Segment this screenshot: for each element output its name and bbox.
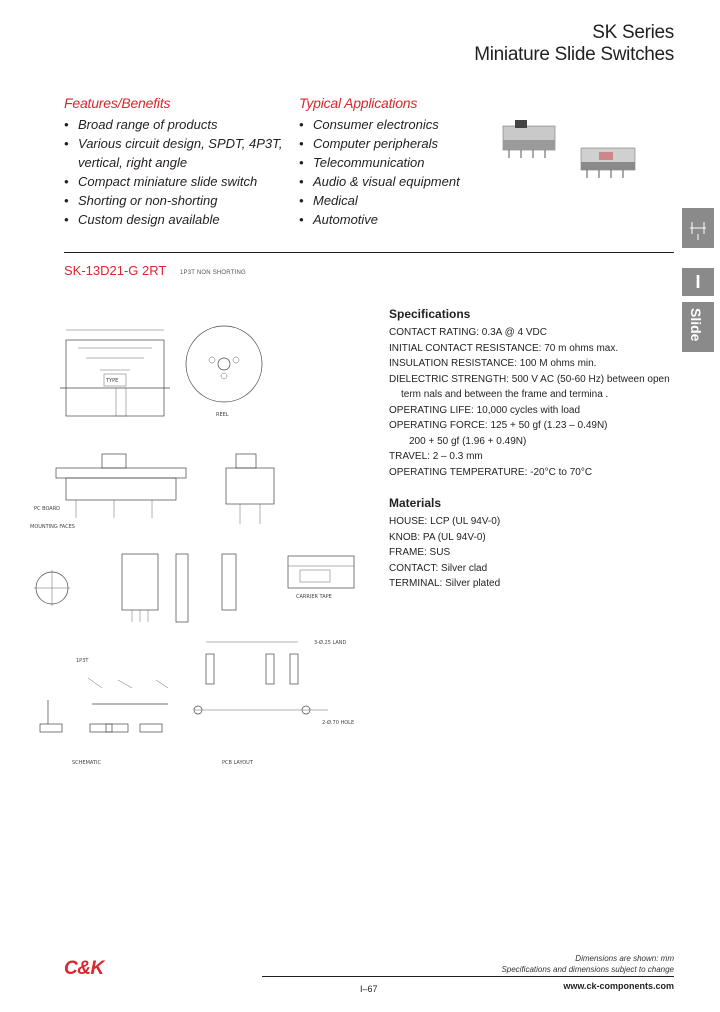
footprint-drawing — [34, 554, 236, 622]
ck-logo: C&K — [64, 958, 104, 979]
spec-line: CONTACT RATING: 0.3A @ 4 VDC — [389, 327, 547, 338]
section-label: Slide — [688, 308, 704, 342]
hole-label: 2-Ø.70 HOLE — [322, 720, 355, 726]
material-line: CONTACT: Silver clad — [389, 562, 488, 574]
list-item: vertical, right angle — [78, 155, 188, 170]
materials-list — [389, 514, 500, 592]
product-photo — [495, 118, 645, 188]
section-label-tab — [682, 302, 714, 352]
footer-divider — [262, 976, 674, 977]
type-label: TYPE — [106, 378, 119, 384]
spec-line: DIELECTRIC STRENGTH: 500 V AC (50-60 Hz) between open — [389, 373, 670, 385]
list-item: • Shorting or non-shorting — [64, 191, 283, 210]
spec-line: OPERATING FORCE: 125 + 50 gf (1.23 – 0.49N) — [389, 420, 608, 431]
list-item: • Telecommunication — [299, 153, 460, 172]
spec-line: INITIAL CONTACT RESISTANCE: 70 m ohms max. — [389, 342, 619, 354]
pcb-layout-drawing — [194, 639, 354, 766]
list-item: • Various circuit design, SPDT, 4P3T, — [64, 134, 283, 153]
switch-symbol-icon — [682, 208, 714, 248]
section-divider — [64, 252, 674, 253]
spec-line: OPERATING LIFE: 10,000 cycles with load — [389, 404, 581, 416]
specifications-title: Specifications — [389, 307, 471, 321]
list-item: • Custom design available — [64, 210, 283, 229]
side-view-drawing — [30, 454, 186, 530]
series-title: SK Series — [592, 22, 674, 43]
applications-list — [299, 115, 460, 229]
category-tab-icon — [682, 208, 714, 248]
footer-note-dimensions: Dimensions are shown: mm — [575, 954, 674, 963]
spec-line: OPERATING TEMPERATURE: -20°C to 70°C — [389, 466, 593, 478]
top-view-drawing — [60, 330, 170, 416]
end-view-drawing — [226, 454, 274, 524]
schematic-drawing — [40, 658, 168, 766]
reel-drawing — [186, 326, 262, 418]
list-item: • Computer peripherals — [299, 134, 460, 153]
page-subtitle: Miniature Slide Switches — [474, 44, 674, 65]
reel-label: REEL — [216, 412, 229, 418]
spec-line: 200 + 50 gf (1.96 + 0.49N) — [409, 435, 527, 447]
part-description: 1P3T NON SHORTING — [180, 270, 246, 276]
materials-title: Materials — [389, 496, 442, 510]
list-item: • Compact miniature slide switch — [64, 172, 283, 191]
material-line: HOUSE: LCP (UL 94V-0) — [389, 516, 501, 527]
applications-title: Typical Applications — [299, 95, 418, 111]
material-line: TERMINAL: Silver plated — [389, 578, 501, 589]
land-label: 3-Ø.25 LAND — [314, 640, 347, 646]
spec-line: TRAVEL: 2 – 0.3 mm — [389, 451, 483, 462]
features-title: Features/Benefits — [64, 95, 171, 111]
footer-url[interactable]: www.ck-components.com — [563, 981, 674, 991]
list-item: • Medical — [299, 191, 460, 210]
mounting-faces-label: MOUNTING FACES — [30, 524, 75, 530]
list-item: • Broad range of products — [64, 115, 283, 134]
part-number: SK-13D21-G 2RT — [64, 263, 167, 278]
list-item: • Audio & visual equipment — [299, 172, 460, 191]
pos-label: 1P3T — [76, 658, 89, 664]
schematic-label: SCHEMATIC — [72, 760, 101, 766]
material-line: FRAME: SUS — [389, 547, 451, 558]
specifications-list — [389, 325, 670, 480]
technical-drawings — [28, 318, 378, 778]
carrier-tape-drawing — [288, 556, 354, 600]
footer-note-specs: Specifications and dimensions subject to change — [501, 965, 674, 974]
features-list — [64, 115, 283, 229]
section-letter-tab: I — [682, 268, 714, 296]
page-number: I–67 — [360, 984, 378, 994]
spec-line: INSULATION RESISTANCE: 100 M ohms min. — [389, 358, 597, 369]
material-line: KNOB: PA (UL 94V-0) — [389, 531, 486, 543]
carrier-tape-label: CARRIER TAPE — [296, 594, 332, 600]
pcb-layout-label: PCB LAYOUT — [222, 760, 253, 766]
list-item: • Consumer electronics — [299, 115, 460, 134]
list-item: • Automotive — [299, 210, 460, 229]
pc-board-label: PC BOARD — [34, 506, 61, 512]
spec-line: term nals and between the frame and termina . — [401, 389, 609, 400]
